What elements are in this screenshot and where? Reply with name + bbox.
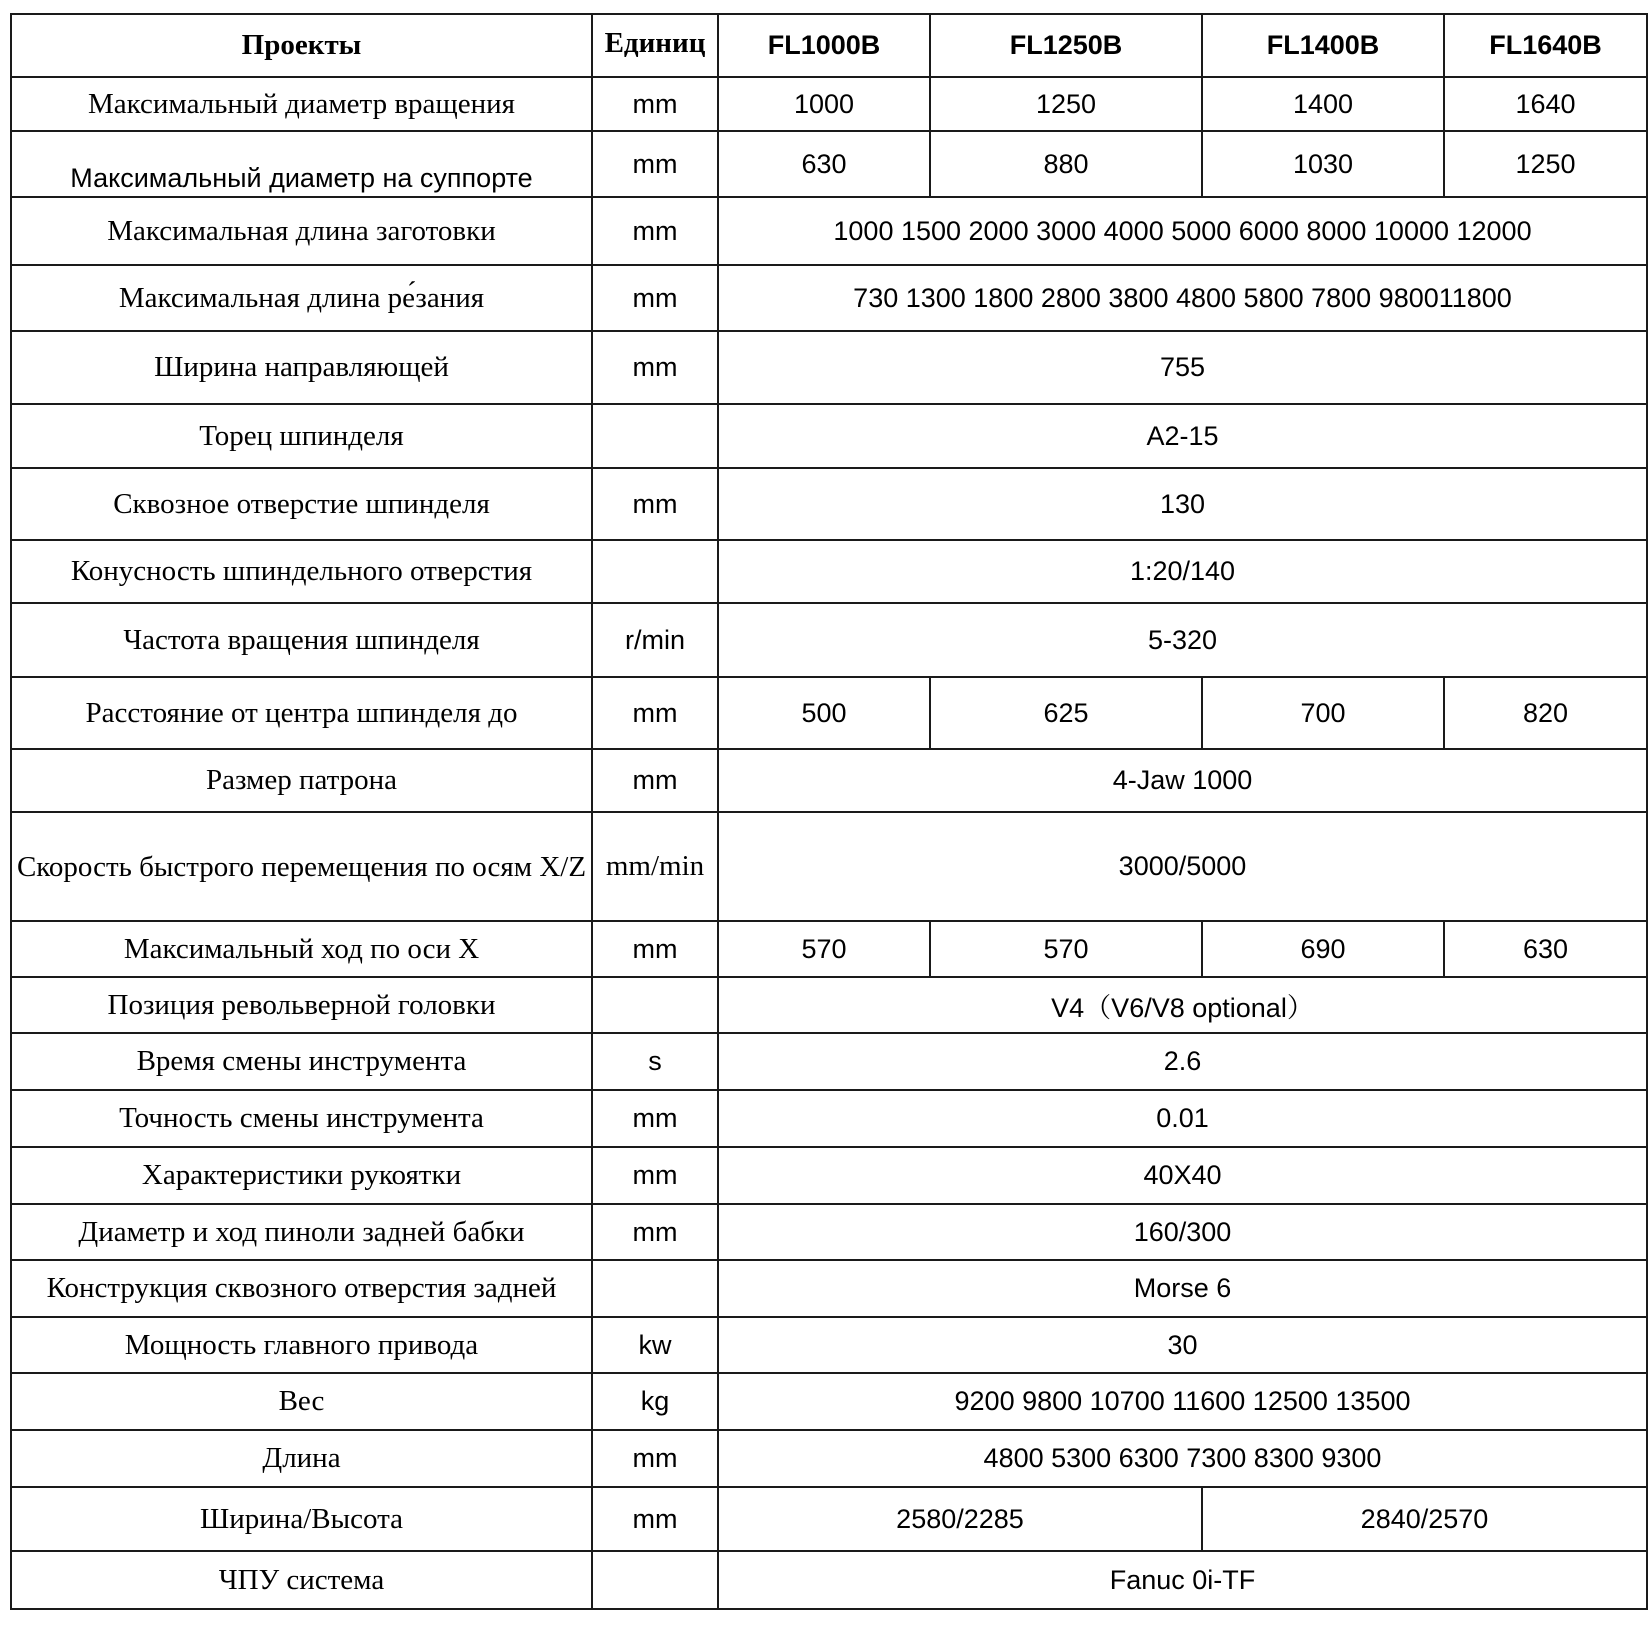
row-value: 1250 [930, 77, 1202, 131]
row-value: 625 [930, 677, 1202, 749]
row-unit: mm [592, 265, 718, 331]
row-unit: mm [592, 1090, 718, 1147]
table-row [11, 265, 1647, 331]
table-row [11, 749, 1647, 812]
row-value: 130 [718, 468, 1647, 540]
table-row [11, 1373, 1647, 1430]
row-unit: mm [592, 1204, 718, 1260]
row-label: Максимальная длина заготовки [11, 197, 592, 265]
row-unit [592, 977, 718, 1033]
row-label: Частота вращения шпинделя [11, 603, 592, 677]
row-value: 630 [1444, 921, 1647, 977]
header-model-fl1250b: FL1250B [930, 14, 1202, 77]
row-value: 9200 9800 10700 11600 12500 13500 [718, 1373, 1647, 1430]
row-value: 690 [1202, 921, 1444, 977]
row-label: Ширина направляющей [11, 331, 592, 404]
table-row [11, 677, 1647, 749]
row-label: Мощность главного привода [11, 1317, 592, 1373]
row-value: 1:20/140 [718, 540, 1647, 603]
row-unit: mm [592, 77, 718, 131]
table-row [11, 1430, 1647, 1487]
row-unit: mm [592, 1430, 718, 1487]
row-label: Максимальный ход по оси X [11, 921, 592, 977]
row-label: Максимальный диаметр вращения [11, 77, 592, 131]
row-unit: kw [592, 1317, 718, 1373]
row-value: 1400 [1202, 77, 1444, 131]
row-value: 570 [718, 921, 930, 977]
row-unit: s [592, 1033, 718, 1090]
row-label: Размер патрона [11, 749, 592, 812]
row-unit: mm [592, 1147, 718, 1204]
table-row [11, 540, 1647, 603]
table-row [11, 921, 1647, 977]
row-value: 2.6 [718, 1033, 1647, 1090]
table-row [11, 1317, 1647, 1373]
row-value: 30 [718, 1317, 1647, 1373]
row-value: 700 [1202, 677, 1444, 749]
header-units: Единиц [592, 14, 718, 77]
spec-table [10, 13, 1648, 1610]
table-row [11, 197, 1647, 265]
table-row [11, 1551, 1647, 1609]
table-row [11, 468, 1647, 540]
row-value: 4800 5300 6300 7300 8300 9300 [718, 1430, 1647, 1487]
row-label: Время смены инструмента [11, 1033, 592, 1090]
header-model-fl1400b: FL1400B [1202, 14, 1444, 77]
table-row [11, 1487, 1647, 1551]
row-unit: mm [592, 677, 718, 749]
header-model-fl1640b: FL1640B [1444, 14, 1647, 77]
row-value: 755 [718, 331, 1647, 404]
row-value: Morse 6 [718, 1260, 1647, 1317]
table-row [11, 1260, 1647, 1317]
row-value: Fanuc 0i-TF [718, 1551, 1647, 1609]
row-unit: r/min [592, 603, 718, 677]
row-label: ЧПУ система [11, 1551, 592, 1609]
table-row [11, 131, 1647, 197]
row-unit [592, 1551, 718, 1609]
row-unit [592, 1260, 718, 1317]
table-row [11, 603, 1647, 677]
row-label: Позиция револьверной головки [11, 977, 592, 1033]
row-unit: mm [592, 749, 718, 812]
table-row [11, 404, 1647, 468]
row-label: Скорость быстрого перемещения по осям X/Z [11, 812, 592, 921]
row-unit [592, 540, 718, 603]
table-row [11, 1090, 1647, 1147]
row-label: Диаметр и ход пиноли задней бабки [11, 1204, 592, 1260]
header-projects: Проекты [11, 14, 592, 77]
row-value: 570 [930, 921, 1202, 977]
row-label: Торец шпинделя [11, 404, 592, 468]
row-value: 1250 [1444, 131, 1647, 197]
row-value: 3000/5000 [718, 812, 1647, 921]
table-row [11, 1204, 1647, 1260]
row-value: 5-320 [718, 603, 1647, 677]
row-unit: kg [592, 1373, 718, 1430]
row-unit: mm [592, 331, 718, 404]
row-label: Вес [11, 1373, 592, 1430]
table-row [11, 1147, 1647, 1204]
row-label: Максимальная длина ре́зания [11, 265, 592, 331]
row-value: 2580/2285 [718, 1487, 1202, 1551]
row-value: 4-Jaw 1000 [718, 749, 1647, 812]
row-value: 500 [718, 677, 930, 749]
row-unit: mm [592, 921, 718, 977]
table-row [11, 1033, 1647, 1090]
row-label: Конусность шпиндельного отверстия [11, 540, 592, 603]
row-value: 160/300 [718, 1204, 1647, 1260]
row-value: 1030 [1202, 131, 1444, 197]
row-value: 1000 [718, 77, 930, 131]
row-value: 2840/2570 [1202, 1487, 1647, 1551]
row-value: 1640 [1444, 77, 1647, 131]
row-value: 820 [1444, 677, 1647, 749]
header-model-fl1000b: FL1000B [718, 14, 930, 77]
row-label: Сквозное отверстие шпинделя [11, 468, 592, 540]
row-value: 40X40 [718, 1147, 1647, 1204]
row-unit: mm [592, 197, 718, 265]
row-unit [592, 404, 718, 468]
row-value: V4（V6/V8 optional） [718, 977, 1647, 1033]
row-unit: mm/min [592, 812, 718, 921]
row-value: 630 [718, 131, 930, 197]
header-row [11, 14, 1647, 77]
row-label: Характеристики рукоятки [11, 1147, 592, 1204]
table-row [11, 812, 1647, 921]
row-label: Ширина/Высота [11, 1487, 592, 1551]
table-row [11, 77, 1647, 131]
table-row [11, 977, 1647, 1033]
row-label: Расстояние от центра шпинделя до [11, 677, 592, 749]
row-unit: mm [592, 468, 718, 540]
row-value: 0.01 [718, 1090, 1647, 1147]
row-label: Длина [11, 1430, 592, 1487]
row-value: A2-15 [718, 404, 1647, 468]
row-value: 730 1300 1800 2800 3800 4800 5800 7800 980011800 [718, 265, 1647, 331]
row-value: 1000 1500 2000 3000 4000 5000 6000 8000 10000 12000 [718, 197, 1647, 265]
row-label: Конструкция сквозного отверстия задней [11, 1260, 592, 1317]
row-label: Точность смены инструмента [11, 1090, 592, 1147]
row-label: Максимальный диаметр на суппорте [11, 131, 592, 197]
row-unit: mm [592, 131, 718, 197]
table-row [11, 331, 1647, 404]
row-unit: mm [592, 1487, 718, 1551]
row-value: 880 [930, 131, 1202, 197]
